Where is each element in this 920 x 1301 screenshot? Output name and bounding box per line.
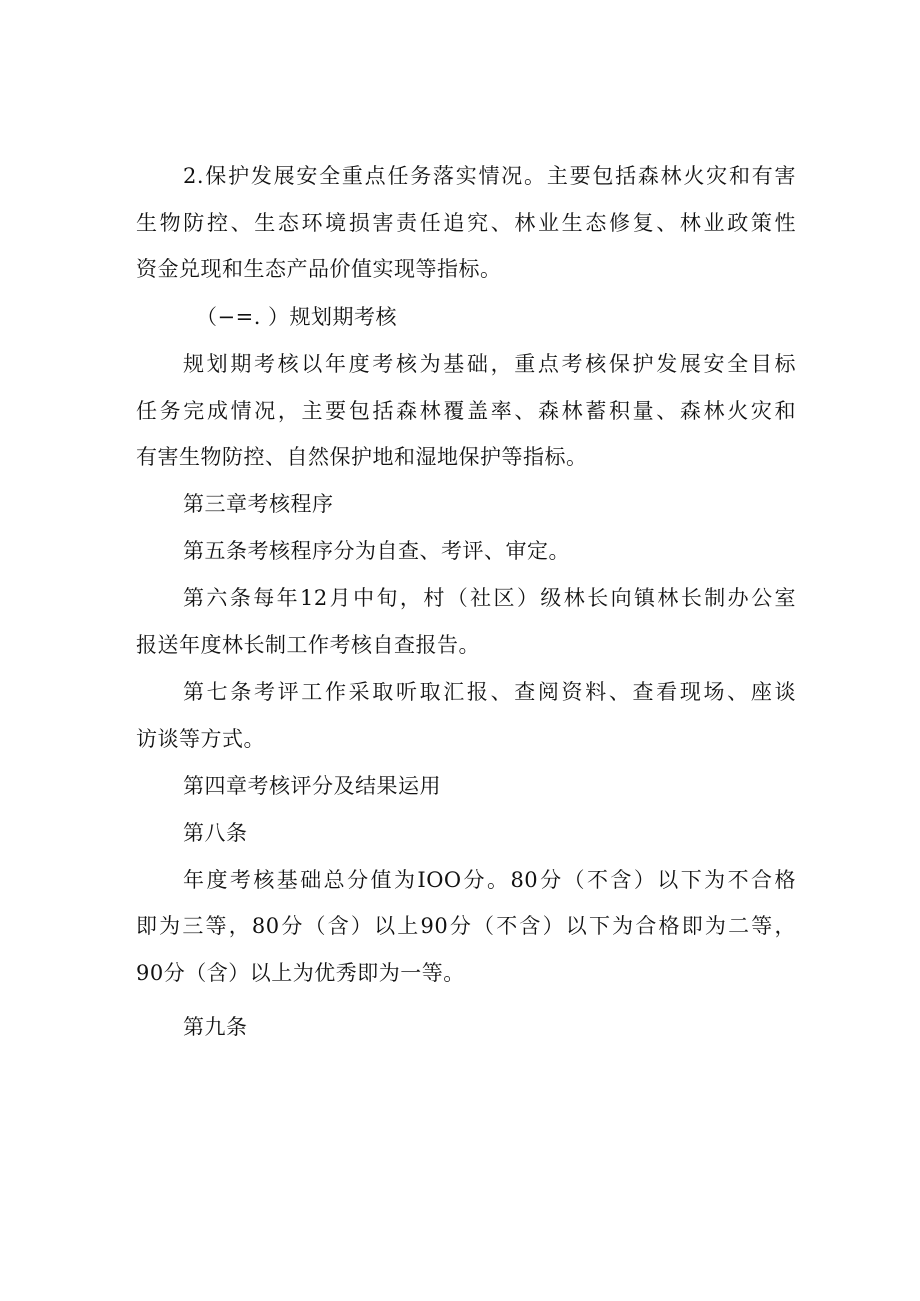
article-line: 第五条考核程序分为自查、考评、审定。: [183, 539, 570, 563]
paragraph-line: 任务完成情况，主要包括森林覆盖率、森林蓄积量、森林火灾和: [136, 399, 796, 423]
paragraph-line: 生物防控、生态环境损害责任追究、林业生态修复、林业政策性: [136, 211, 796, 235]
article-heading: 第八条: [183, 821, 248, 845]
article-heading: 第九条: [183, 1015, 248, 1039]
paragraph-line: 即为三等，80分（含）以上90分（不含）以下为合格即为二等，: [136, 914, 796, 938]
section-heading: （−=. ）规划期考核: [196, 305, 398, 329]
paragraph-line: 有害生物防控、自然保护地和湿地保护等指标。: [136, 445, 588, 469]
paragraph-line: 资金兑现和生态产品价值实现等指标。: [136, 257, 502, 281]
paragraph-line: 90分（含）以上为优秀即为一等。: [136, 961, 465, 985]
chapter-heading: 第四章考核评分及结果运用: [183, 774, 441, 798]
article-line: 访谈等方式。: [136, 727, 265, 751]
paragraph-line: 规划期考核以年度考核为基础，重点考核保护发展安全目标: [183, 352, 796, 376]
article-line: 报送年度林长制工作考核自查报告。: [136, 633, 480, 657]
chapter-heading: 第三章考核程序: [183, 492, 334, 516]
article-line: 第六条每年12月中旬，村（社区）级林长向镇林长制办公室: [183, 586, 796, 610]
paragraph-line: 2.保护发展安全重点任务落实情况。主要包括森林火灾和有害: [183, 164, 796, 188]
paragraph-line: 年度考核基础总分值为IOO分。80分（不含）以下为不合格: [183, 868, 796, 892]
article-line: 第七条考评工作采取听取汇报、查阅资料、查看现场、座谈: [183, 680, 796, 704]
